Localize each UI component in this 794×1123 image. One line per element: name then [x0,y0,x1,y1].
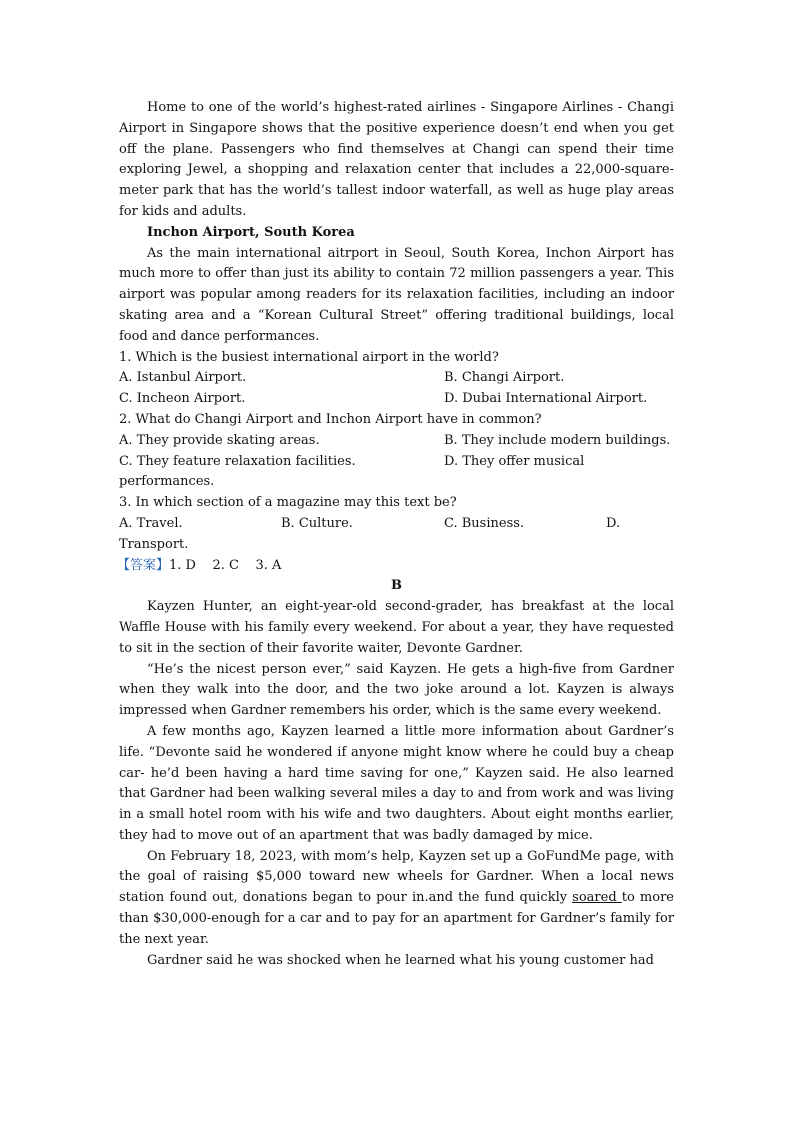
section-b-heading: B [391,578,402,594]
question-2-stem: 2. What do Changi Airport and Inchon Airport have in common? [119,411,542,427]
inchon-paragraph: As the main international aitrport in Seoul, South Korea, Inchon Airport has much more to offer than just its ability to contain 72 million passengers a year. This airport was popular among readers for its relaxation facilities, including an indoor skating area and a “Korean Cultural Street” offering traditional buildings, local food and dance performances. [119,245,674,344]
section-b-paragraph-3: A few months ago, Kayzen learned a little more information about Gardner’s life. “Devonte said he wondered if anyone might know where he could buy a cheap car- he’d been having a hard time saving for one,” Kayzen said. He also learned that Gardner had been walking several miles a day to and from work and was living in a small hotel room with his wife and two daughters. About eight months earlier, they had to move out of an apartment that was badly damaged by mice. [119,723,674,843]
question-2-option-a: A. They provide skating areas. [119,432,320,448]
inchon-heading: Inchon Airport, South Korea [147,224,355,240]
question-2-option-d-wrap: performances. [119,474,215,490]
section-b-paragraph-1: Kayzen Hunter, an eight-year-old second-grader, has breakfast at the local Waffle House with his family every weekend. For about a year, they have requested to sit in the section of their favorite waiter, Devonte Gardner. [119,599,674,656]
changi-paragraph: Home to one of the world’s highest-rated airlines - Singapore Airlines - Changi Airport in Singapore shows that the positive experience doesn’t end when you get off the plane. Passengers who find themselves at Changi can spend their time exploring Jewel, a shopping and relaxation center that includes a 22,000-square-meter park that has the world’s tallest indoor waterfall, as well as huge play areas for kids and adults. [119,100,674,219]
answer-text: 1. D 2. C 3. A [169,557,282,573]
question-2-options-row-1 [119,431,674,452]
question-1-option-d: D. Dubai International Airport. [444,391,648,407]
answer-label: 【答案】 [117,557,170,573]
question-2-option-d: D. They offer musical [444,453,585,469]
question-1-option-a: A. Istanbul Airport. [119,370,247,386]
question-1-stem: 1. Which is the busiest international airport in the world? [119,349,499,365]
document-content [119,98,674,971]
question-2-option-b: B. They include modern buildings. [444,432,671,448]
answer-row [117,556,674,577]
question-1-option-b: B. Changi Airport. [444,370,565,386]
question-3-option-d-wrap: Transport. [119,536,189,552]
question-2-options-row-2 [119,452,674,473]
section-b-paragraph-2: “He’s the nicest person ever,” said Kayzen. He gets a high-five from Gardner when they walk into the door, and the two joke around a lot. Kayzen is always impressed when Gardner remembers his order, which is the same every weekend. [119,661,674,719]
question-3-option-b: B. Culture. [281,515,353,531]
question-3-options-row [119,514,674,535]
section-b-paragraph-4-part-1: On February 18, 2023, with mom’s help, Kayzen set up a GoFundMe page, with the goal of raising $5,000 toward new wheels for Gardner. When a local news station found out, donations began to pour in.and the fund quickly [119,848,674,906]
question-2-option-c: C. They feature relaxation facilities. [119,453,356,469]
question-3-option-d: D. [606,515,621,531]
underlined-word-soared: soared [572,890,622,906]
section-b-paragraph-4 [119,847,674,951]
question-1-options-row-2 [119,389,674,410]
question-1-options-row-1 [119,368,674,389]
section-b-paragraph-5: Gardner said he was shocked when he learned what his young customer had [147,952,654,968]
question-3-stem: 3. In which section of a magazine may this text be? [119,495,457,511]
section-b-paragraph-4-part-2: to more than $30,000-enough for a car and to pay for an apartment for Gardner’s family for the next year. [119,890,674,947]
question-1-option-c: C. Incheon Airport. [119,391,246,407]
question-3-option-a: A. Travel. [119,515,183,531]
question-3-option-c: C. Business. [444,515,525,531]
